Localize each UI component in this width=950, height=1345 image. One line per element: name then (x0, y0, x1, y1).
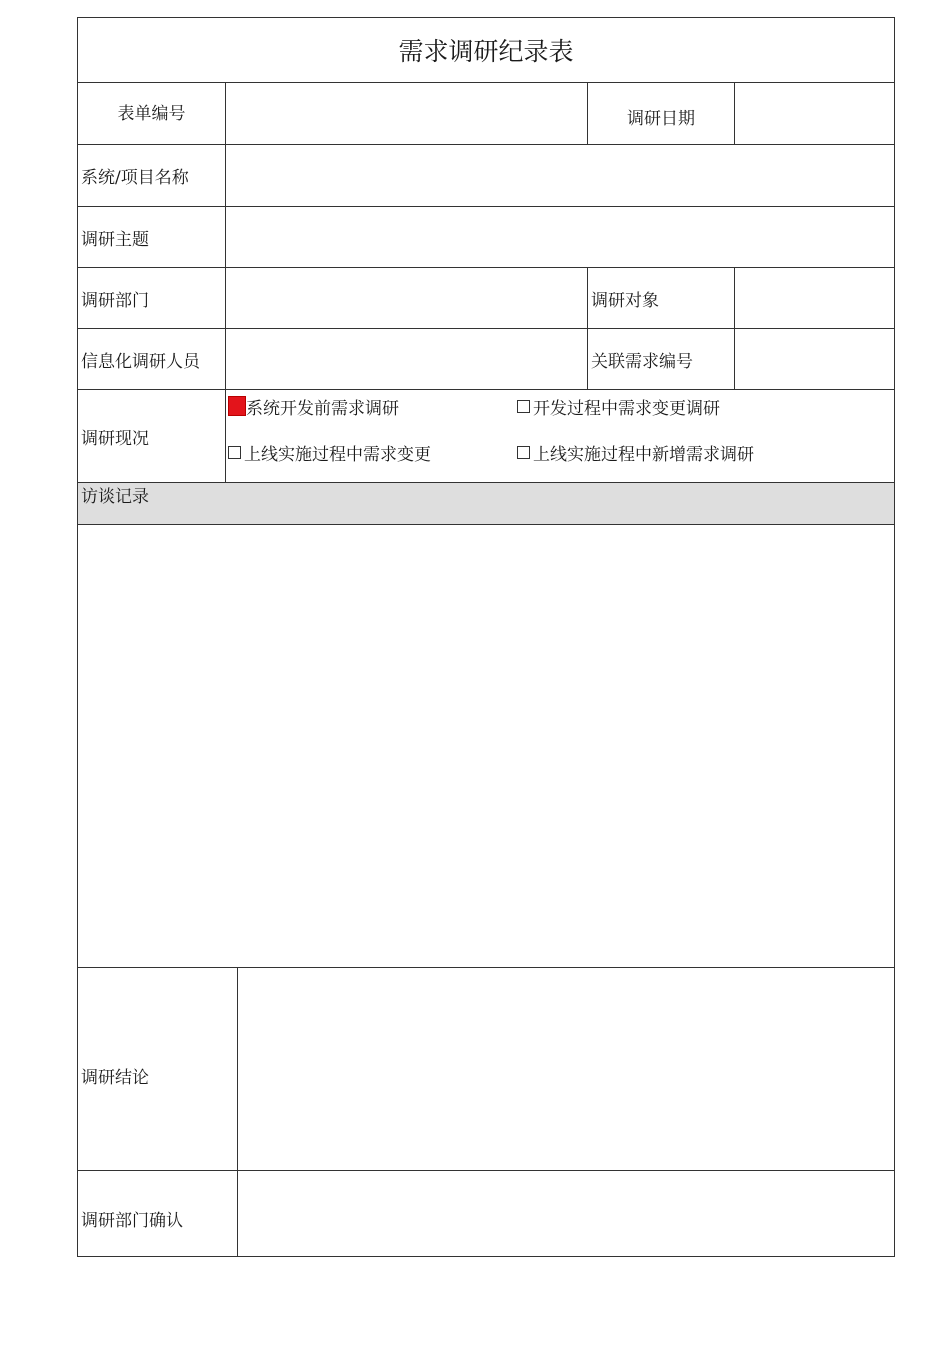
project-name-label: 系统/项目名称 (81, 168, 189, 188)
status-option-label: 上线实施过程中需求变更 (244, 444, 431, 465)
staff-field[interactable] (226, 329, 587, 389)
status-option-launch-change[interactable] (228, 440, 431, 464)
topic-label: 调研主题 (81, 229, 149, 250)
form-no-field[interactable] (226, 83, 587, 144)
conclusion-field[interactable] (238, 968, 894, 1170)
project-name-field[interactable] (226, 145, 894, 206)
confirm-label: 调研部门确认 (81, 1211, 183, 1231)
related-no-label: 关联需求编号 (591, 351, 693, 372)
checkbox-icon[interactable] (517, 446, 530, 459)
interview-content-area[interactable] (78, 525, 894, 967)
checkbox-icon[interactable] (228, 446, 241, 459)
checkbox-icon[interactable] (517, 400, 530, 413)
form-no-label: 表单编号 (117, 103, 186, 124)
table-border-right (894, 17, 895, 1257)
interview-label: 访谈记录 (81, 486, 149, 507)
page-title: 需求调研纪录表 (398, 37, 574, 66)
conclusion-label: 调研结论 (81, 1067, 149, 1088)
status-option-dev-change[interactable] (517, 394, 720, 418)
confirm-field[interactable] (238, 1171, 894, 1256)
date-field[interactable] (735, 83, 894, 144)
status-option-pre-dev[interactable] (228, 394, 399, 418)
status-option-launch-new[interactable] (517, 440, 754, 464)
checkbox-checked-icon[interactable] (228, 396, 246, 416)
date-label: 调研日期 (627, 108, 695, 129)
target-field[interactable] (735, 268, 894, 328)
department-label: 调研部门 (81, 290, 149, 311)
department-field[interactable] (226, 268, 587, 328)
related-no-field[interactable] (735, 329, 894, 389)
target-label: 调研对象 (591, 290, 659, 311)
status-option-label: 上线实施过程中新增需求调研 (533, 444, 754, 465)
status-option-label: 开发过程中需求变更调研 (533, 398, 720, 419)
staff-label: 信息化调研人员 (81, 351, 200, 372)
topic-field[interactable] (226, 207, 894, 267)
status-label: 调研现况 (81, 428, 149, 449)
status-option-label: 系统开发前需求调研 (246, 398, 399, 419)
